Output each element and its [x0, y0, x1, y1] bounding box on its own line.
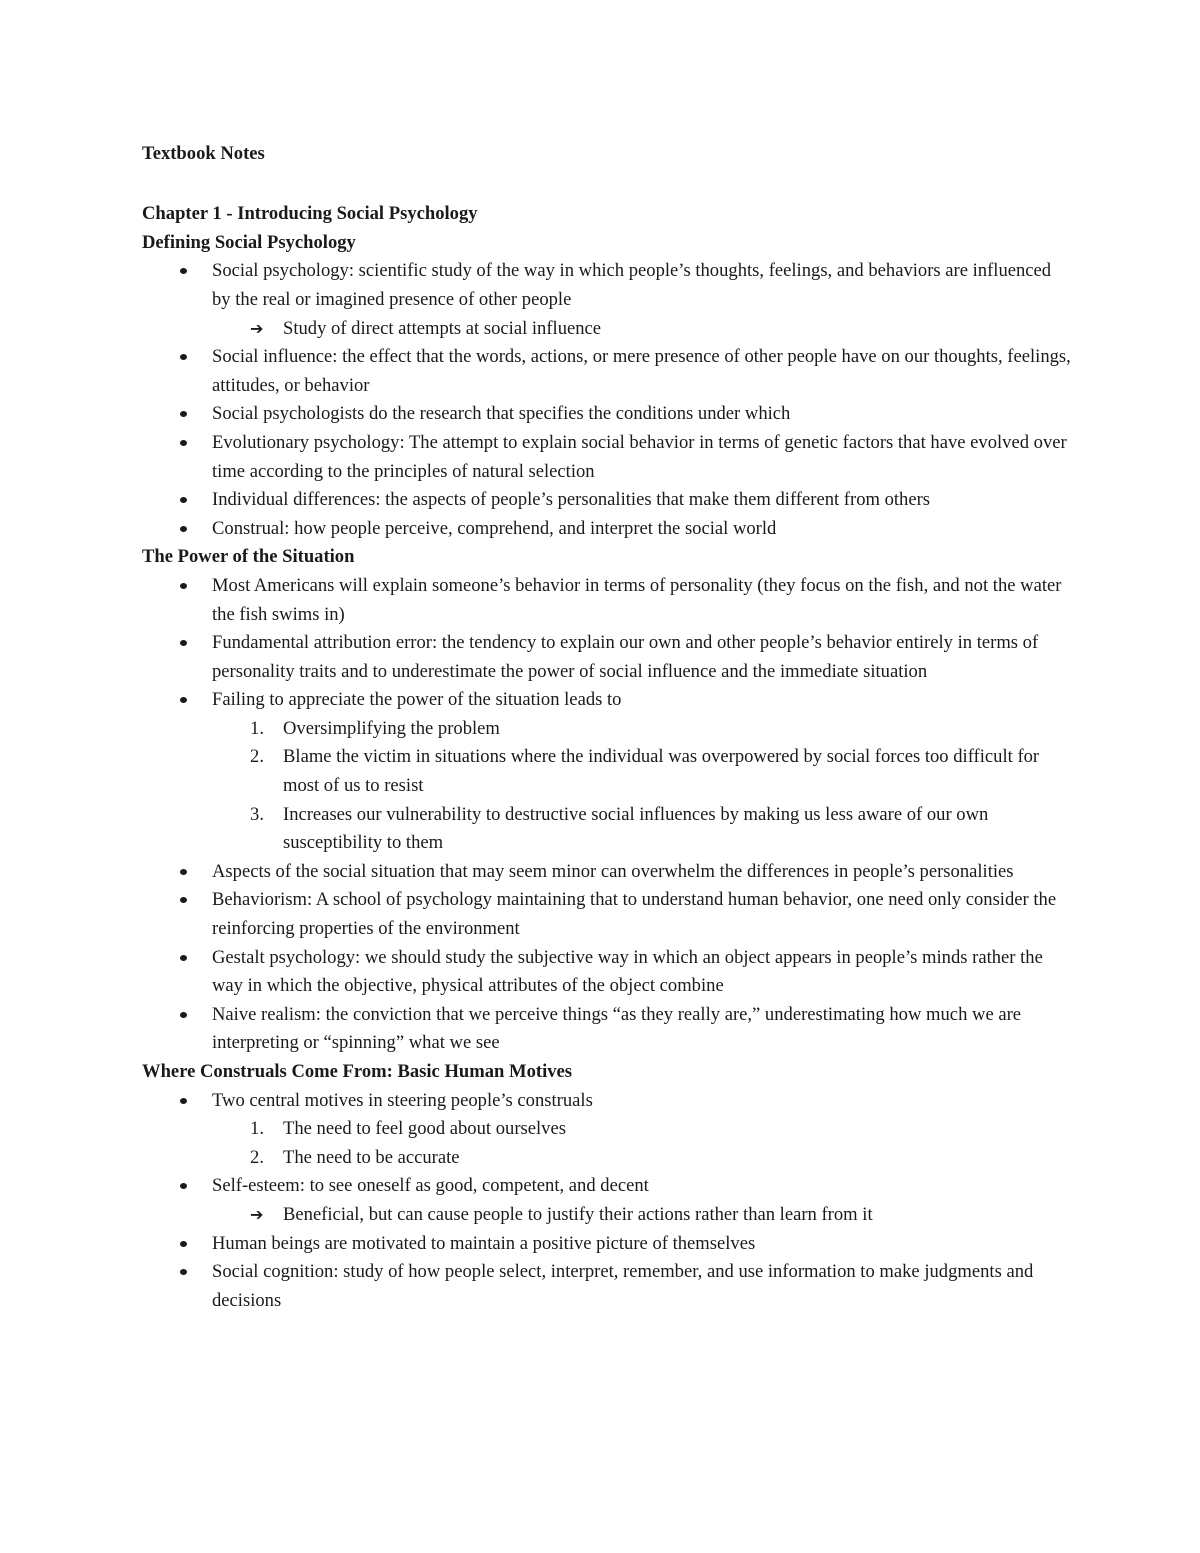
numbered-item-text: Increases our vulnerability to destructive social influences by making us less aware of our own susceptibility to them	[283, 803, 989, 854]
list-item	[142, 572, 1072, 629]
numbered-item	[212, 801, 1072, 858]
list-item-text: Naive realism: the conviction that we perceive things “as they really are,” underestimating how much we are interpreting or “spinning” what we see	[212, 1003, 1022, 1054]
arrow-list	[212, 1201, 1072, 1230]
number-marker: 1.	[250, 717, 264, 739]
list-item	[142, 1087, 1072, 1173]
number-marker: 2.	[250, 1146, 264, 1168]
list-item	[142, 343, 1072, 400]
chapter-title: Chapter 1 - Introducing Social Psychology	[142, 203, 478, 225]
arrow-item	[212, 315, 1072, 344]
list-item-text: Social influence: the effect that the words, actions, or mere presence of other people have on our thoughts, feelings, attitudes, or behavior	[212, 346, 1071, 396]
bullet-icon	[180, 440, 187, 446]
list-item-text: Evolutionary psychology: The attempt to explain social behavior in terms of genetic factors that have evolved over time according to the principles of natural selection	[212, 431, 1067, 482]
list-item-text: Social cognition: study of how people select, interpret, remember, and use information to make judgments and decisions	[212, 1261, 1034, 1311]
arrow-right-icon: ➔	[250, 318, 264, 338]
arrow-item-text: Study of direct attempts at social influence	[283, 317, 602, 339]
bullet-icon	[180, 354, 187, 360]
numbered-item-text: The need to feel good about ourselves	[283, 1118, 566, 1140]
list-item-text: Human beings are motivated to maintain a positive picture of themselves	[212, 1232, 756, 1254]
list-item-text: Social psychologists do the research that specifies the conditions under which	[212, 403, 791, 425]
bullet-icon	[180, 583, 187, 589]
list-item	[142, 686, 1072, 858]
arrow-item	[212, 1201, 1072, 1230]
document-page	[142, 140, 1072, 1315]
bullet-icon	[180, 897, 187, 903]
bullet-list	[142, 257, 1072, 543]
arrow-list	[212, 315, 1072, 344]
section-heading: Defining Social Psychology	[142, 231, 356, 253]
list-item-text: Most Americans will explain someone’s behavior in terms of personality (they focus on the fish, and not the water the fish swims in)	[212, 574, 1062, 625]
bullet-icon	[180, 697, 187, 703]
numbered-item	[212, 1144, 1072, 1173]
list-item-text: Aspects of the social situation that may seem minor can overwhelm the differences in people’s personalities	[212, 860, 1014, 882]
numbered-list	[212, 715, 1072, 858]
list-item	[142, 515, 1072, 544]
list-item-text: Behaviorism: A school of psychology maintaining that to understand human behavior, one need only consider the reinforcing properties of the environment	[212, 889, 1057, 940]
spacer	[142, 169, 1072, 201]
list-item	[142, 1172, 1072, 1229]
bullet-icon	[180, 955, 187, 961]
list-item-text: Two central motives in steering people’s construals	[212, 1089, 593, 1111]
list-item	[142, 858, 1072, 887]
arrow-right-icon: ➔	[250, 1204, 264, 1224]
sections-container	[142, 229, 1072, 1316]
list-item-text: Individual differences: the aspects of people’s personalities that make them different from others	[212, 489, 931, 511]
bullet-icon	[180, 411, 187, 417]
numbered-item-text: Blame the victim in situations where the individual was overpowered by social forces too difficult for most of us to resist	[283, 746, 1040, 797]
bullet-icon	[180, 1183, 187, 1189]
bullet-icon	[180, 1269, 187, 1275]
numbered-list	[212, 1115, 1072, 1172]
numbered-item-text: The need to be accurate	[283, 1146, 460, 1168]
numbered-item	[212, 743, 1072, 800]
list-item	[142, 400, 1072, 429]
document-title: Textbook Notes	[142, 143, 265, 164]
bullet-icon	[180, 869, 187, 875]
section-heading: Where Construals Come From: Basic Human Motives	[142, 1061, 573, 1082]
bullet-icon	[180, 640, 187, 646]
arrow-item-text: Beneficial, but can cause people to justify their actions rather than learn from it	[283, 1203, 873, 1225]
list-item	[142, 429, 1072, 486]
numbered-item	[212, 715, 1072, 744]
bullet-icon	[180, 1098, 187, 1104]
bullet-icon	[180, 497, 187, 503]
bullet-icon	[180, 526, 187, 532]
number-marker: 2.	[250, 746, 264, 768]
list-item-text: Failing to appreciate the power of the situation leads to	[212, 689, 622, 711]
list-item	[142, 486, 1072, 515]
bullet-icon	[180, 1012, 187, 1018]
bullet-list	[142, 572, 1072, 1058]
list-item	[142, 1258, 1072, 1315]
bullet-list	[142, 1087, 1072, 1316]
list-item	[142, 1001, 1072, 1058]
number-marker: 3.	[250, 803, 264, 825]
list-item	[142, 257, 1072, 343]
bullet-icon	[180, 268, 187, 274]
numbered-item	[212, 1115, 1072, 1144]
list-item	[142, 629, 1072, 686]
section-heading: The Power of the Situation	[142, 546, 355, 568]
list-item-text: Fundamental attribution error: the tendency to explain our own and other people’s behavior entirely in terms of personality traits and to underestimate the power of social influence and the immediate situation	[212, 632, 1039, 682]
list-item-text: Construal: how people perceive, comprehend, and interpret the social world	[212, 517, 777, 539]
list-item	[142, 886, 1072, 943]
list-item	[142, 944, 1072, 1001]
bullet-icon	[180, 1241, 187, 1247]
list-item-text: Self-esteem: to see oneself as good, competent, and decent	[212, 1175, 649, 1197]
numbered-item-text: Oversimplifying the problem	[283, 717, 500, 739]
list-item-text: Gestalt psychology: we should study the subjective way in which an object appears in people’s minds rather the way in which the objective, physical attributes of the object combine	[212, 946, 1043, 997]
list-item	[142, 1230, 1072, 1259]
number-marker: 1.	[250, 1118, 264, 1140]
list-item-text: Social psychology: scientific study of the way in which people’s thoughts, feelings, and behaviors are influenced by the real or imagined presence of other people	[212, 260, 1052, 310]
